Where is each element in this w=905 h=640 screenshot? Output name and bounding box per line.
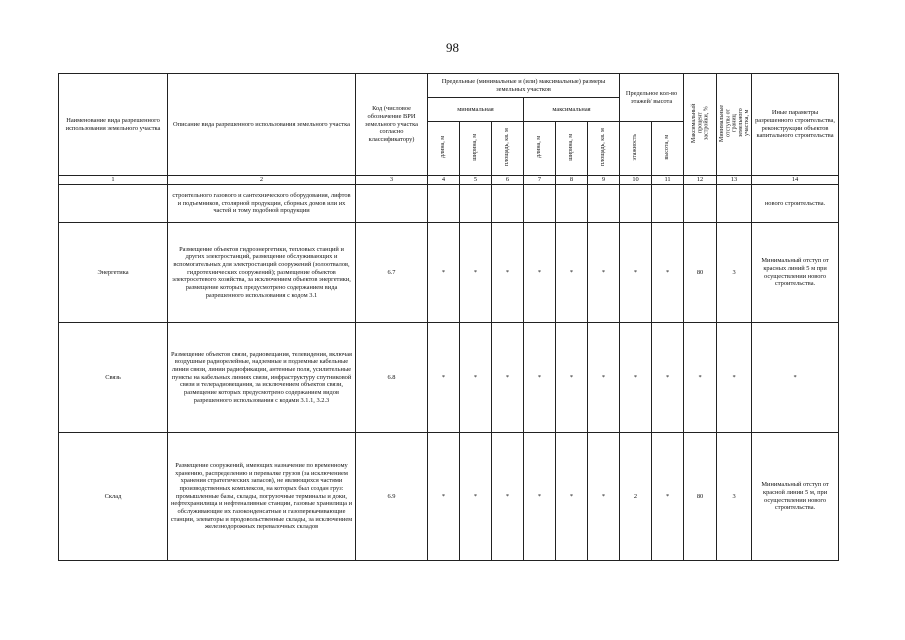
row-value: *	[684, 323, 717, 433]
header-setback-cell	[717, 74, 752, 176]
row-value: 80	[684, 223, 717, 323]
header-floors-height: Предельное кол-во этажей/ высота	[620, 74, 684, 122]
row-value: *	[428, 323, 460, 433]
row-value: 80	[684, 433, 717, 561]
column-number: 3	[356, 176, 428, 185]
header-max-length-cell	[524, 122, 556, 176]
column-number: 4	[428, 176, 460, 185]
column-number: 11	[652, 176, 684, 185]
row-value: *	[428, 433, 460, 561]
table-row	[59, 223, 839, 323]
row-name: Склад	[59, 433, 168, 561]
row-value: *	[492, 223, 524, 323]
column-number: 14	[752, 176, 839, 185]
header-min-width-cell	[460, 122, 492, 176]
row-value: *	[717, 323, 752, 433]
header-min-area: площадь, кв. м	[504, 128, 511, 167]
row-code: 6.7	[356, 223, 428, 323]
column-number: 1	[59, 176, 168, 185]
row-value: *	[460, 433, 492, 561]
header-min-length: длина, м	[440, 136, 447, 159]
row-value: *	[620, 223, 652, 323]
table-row	[59, 433, 839, 561]
header-floors: этажность	[632, 133, 639, 161]
row-value	[652, 185, 684, 223]
column-number: 6	[492, 176, 524, 185]
column-number: 12	[684, 176, 717, 185]
row-value	[588, 185, 620, 223]
row-other-params: *	[752, 323, 839, 433]
row-value: 3	[717, 433, 752, 561]
row-value: 3	[717, 223, 752, 323]
header-code: Код (числовое обозначение ВРИ земельного участка согласно классификатору)	[356, 74, 428, 176]
row-description: строительного газового и сантехнического оборудования, лифтов и подъемников, столярной продукции, сборных домов или их частей и тому подобной продукции	[168, 185, 356, 223]
header-min-width: ширина, м	[472, 133, 479, 161]
page-number: 98	[446, 40, 459, 55]
row-value	[524, 185, 556, 223]
header-min-area-cell	[492, 122, 524, 176]
row-other-params: Минимальный отступ от красных линий 5 м при осуществлении нового строительства.	[752, 223, 839, 323]
row-value: *	[556, 433, 588, 561]
land-use-table	[58, 73, 839, 561]
table-row	[59, 185, 839, 223]
header-min-length-cell	[428, 122, 460, 176]
row-value: *	[652, 223, 684, 323]
header-description: Описание вида разрешенного использования земельного участка	[168, 74, 356, 176]
header-height: высота, м	[664, 134, 671, 160]
row-value: *	[492, 433, 524, 561]
row-value	[460, 185, 492, 223]
row-value	[620, 185, 652, 223]
header-max-width-cell	[556, 122, 588, 176]
header-max-area-cell	[588, 122, 620, 176]
column-number: 9	[588, 176, 620, 185]
table-row	[59, 323, 839, 433]
row-code: 6.8	[356, 323, 428, 433]
row-description: Размещение объектов связи, радиовещания, телевидения, включая воздушные радиорелейные, надземные и подземные кабельные линии связи, линии радиофикации, антенные поля, усилительные пункты на кабельных линиях связи, инфраструктуру спутниковой связи и телерадиовещания, за исключением объектов связи, размещение которых предусмотрено содержанием видов разрешенного использования с кодами 3.1.1, 3.2.3	[168, 323, 356, 433]
row-value	[684, 185, 717, 223]
column-number: 2	[168, 176, 356, 185]
row-value: 2	[620, 433, 652, 561]
row-value: *	[588, 433, 620, 561]
column-number-row	[59, 176, 839, 185]
header-floors-cell	[620, 122, 652, 176]
row-name: Связь	[59, 323, 168, 433]
header-setback: Минимальные отступы от границ земельного участка, м	[719, 104, 751, 142]
row-name: Энергетика	[59, 223, 168, 323]
row-value: *	[460, 223, 492, 323]
row-value	[556, 185, 588, 223]
header-minimum: минимальная	[428, 98, 524, 122]
row-value: *	[620, 323, 652, 433]
header-max-length: длина, м	[536, 136, 543, 159]
column-number: 13	[717, 176, 752, 185]
row-value	[428, 185, 460, 223]
header-sizes: Предельные (минимальные и (или) максимальные) размеры земельных участков	[428, 74, 620, 98]
column-number: 8	[556, 176, 588, 185]
header-coverage: Максимальный процент застройки, %	[690, 103, 710, 143]
row-value: *	[588, 323, 620, 433]
row-name	[59, 185, 168, 223]
row-value: *	[556, 223, 588, 323]
column-number: 7	[524, 176, 556, 185]
row-other-params: Минимальный отступ от красной линии 5 м, при осуществлении нового строительства.	[752, 433, 839, 561]
column-number: 10	[620, 176, 652, 185]
header-max-width: ширина, м	[568, 133, 575, 161]
row-value: *	[428, 223, 460, 323]
row-description: Размещение сооружений, имеющих назначение по временному хранению, распределению и перевалке грузов (за исключением хранения стратегических запасов), не являющихся частями производственных комплексов, на которых был создан груз: промышленные базы, склады, погрузочные терминалы и доки, нефтехранилища и нефтеналивные станции, газовые хранилища и обслуживающие их газоконденсатные и газоперекачивающие станции, элеваторы и продовольственные склады, за исключением железнодорожных перевалочных складов	[168, 433, 356, 561]
row-description: Размещение объектов гидроэнергетики, тепловых станций и других электростанций, размещение обслуживающих и вспомогательных для электростанций сооружений (золоотвалов, гидротехнических сооружений); размещение объектов электросетевого хозяйства, за исключением объектов энергетики, размещение которых предусмотрено содержанием вида разрешенного использования с кодом 3.1	[168, 223, 356, 323]
row-value	[717, 185, 752, 223]
row-other-params: нового строительства.	[752, 185, 839, 223]
row-code: 6.9	[356, 433, 428, 561]
row-value: *	[556, 323, 588, 433]
header-coverage-cell	[684, 74, 717, 176]
row-value	[492, 185, 524, 223]
column-number: 5	[460, 176, 492, 185]
header-other-params: Иные параметры разрешенного строительства, реконструкции объектов капитального строительства	[752, 74, 839, 176]
row-value: *	[524, 323, 556, 433]
header-max-area: площадь, кв. м	[600, 128, 607, 167]
header-maximum: максимальная	[524, 98, 620, 122]
row-value: *	[652, 323, 684, 433]
row-value: *	[524, 433, 556, 561]
header-name: Наименование вида разрешенного использования земельного участка	[59, 74, 168, 176]
row-value: *	[588, 223, 620, 323]
row-value: *	[492, 323, 524, 433]
row-code	[356, 185, 428, 223]
row-value: *	[652, 433, 684, 561]
row-value: *	[524, 223, 556, 323]
header-height-cell	[652, 122, 684, 176]
row-value: *	[460, 323, 492, 433]
